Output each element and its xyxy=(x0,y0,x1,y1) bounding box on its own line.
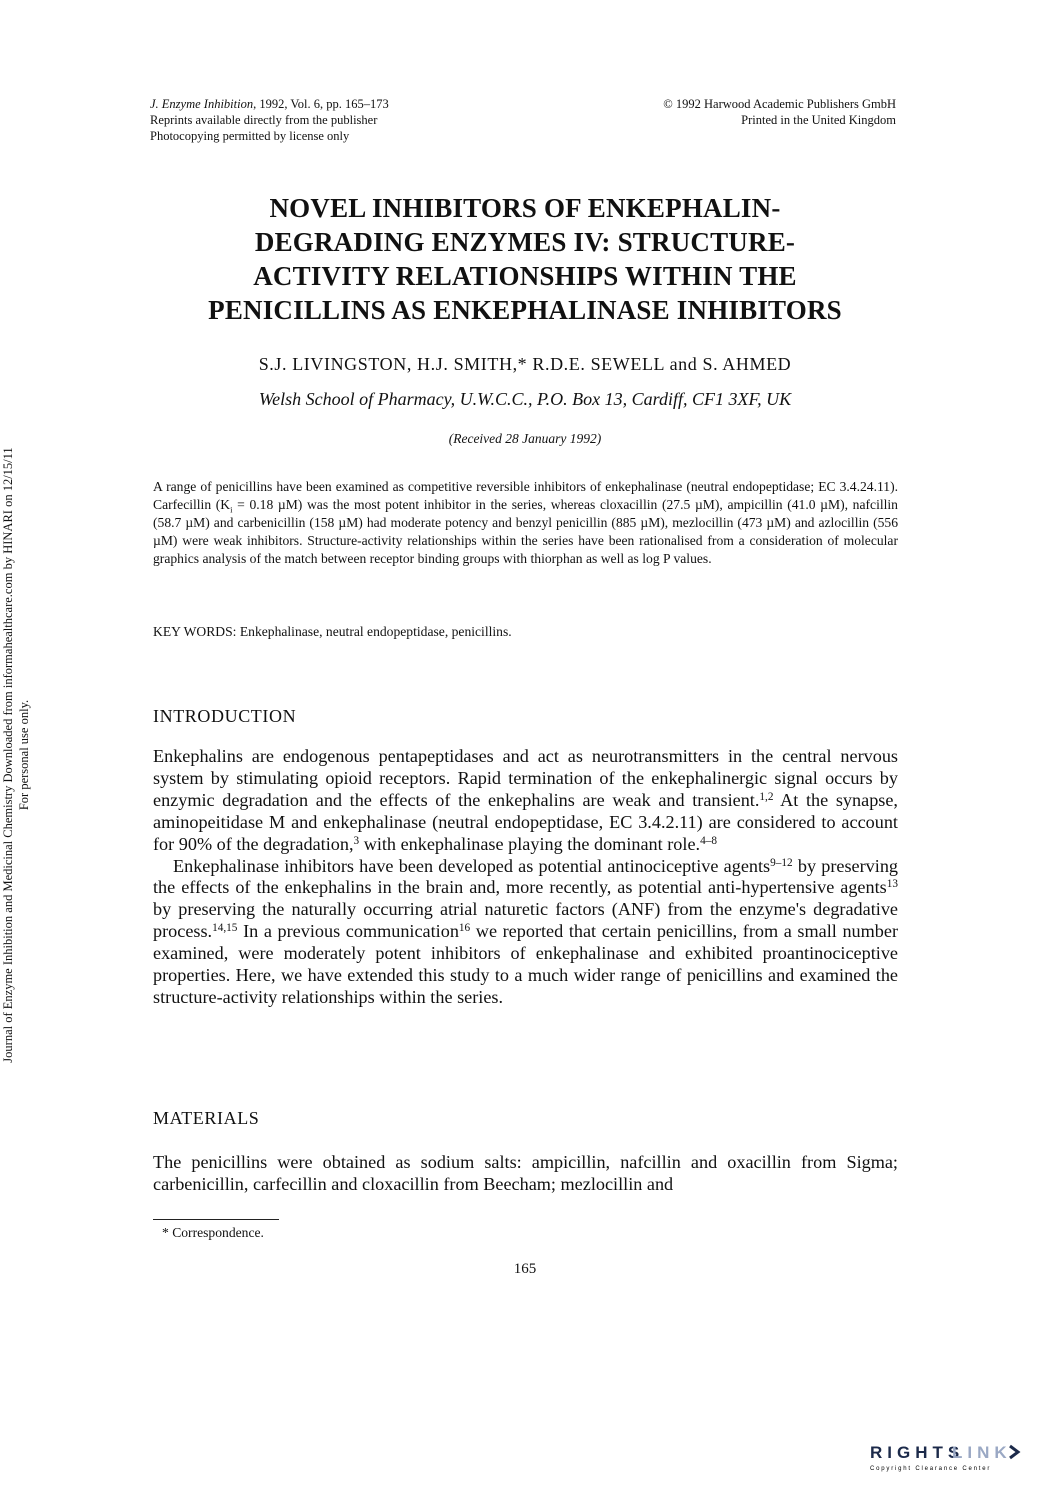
intro-p2-text-c: by preserving the naturally occurring atrial naturetic factors (ANF) from the enzyme's degradative process. xyxy=(153,899,898,942)
citation-superscript: 9–12 xyxy=(770,856,793,869)
logo-subtitle: Copyright Clearance Center xyxy=(870,1466,992,1472)
citation-superscript: 13 xyxy=(886,878,898,891)
download-watermark xyxy=(0,345,40,1165)
journal-volume-pages: , 1992, Vol. 6, pp. 165–173 xyxy=(253,97,389,111)
abstract xyxy=(153,478,898,568)
abstract-text-1: A range of penicillins have been examined as competitive reversible inhibitors of enkephalinase (neutral endopeptidase; EC 3.4.24.11). Carfecillin (K xyxy=(153,479,898,512)
logo-text-link: LINK xyxy=(952,1443,1012,1462)
printed-in-line: Printed in the United Kingdom xyxy=(741,113,896,127)
received-date: (Received 28 January 1992) xyxy=(448,431,602,446)
introduction-paragraph-1 xyxy=(153,746,898,856)
introduction-paragraph-2 xyxy=(153,856,898,1009)
citation-superscript: 16 xyxy=(458,922,471,935)
journal-name: J. Enzyme Inhibition xyxy=(150,97,254,111)
intro-p2-text-b: by preserving the effects of the enkephalins in the brain and, more recently, as potential anti-hypertensive agents xyxy=(153,855,899,898)
journal-header-left xyxy=(150,96,570,144)
introduction-heading: INTRODUCTION xyxy=(153,706,297,726)
rightslink-logo[interactable] xyxy=(868,1438,1028,1478)
watermark-line-1: Journal of Enzyme Inhibition and Medicinal Chemistry Downloaded from informahealthcare.com by HINARI on 12/15/11 xyxy=(1,447,15,1063)
intro-p2-text-a: Enkephalinase inhibitors have been developed as potential antinociceptive agents xyxy=(173,855,771,876)
reprints-note: Reprints available directly from the publisher xyxy=(150,113,378,127)
abstract-ki-subscript: i xyxy=(230,504,233,515)
citation-superscript: 4–8 xyxy=(700,834,717,847)
author-affiliation: Welsh School of Pharmacy, U.W.C.C., P.O. Box 13, Cardiff, CF1 3XF, UK xyxy=(258,389,792,409)
citation-superscript: 3 xyxy=(353,834,360,847)
intro-p1-text-b: At the synapse, aminopeitidase M and enkephalinase (neutral endopeptidase, EC 3.4.2.11) are considered to account for 90% of the degradation, xyxy=(153,789,898,854)
rightslink-logo-graphic xyxy=(868,1438,1028,1478)
materials-heading: MATERIALS xyxy=(153,1108,260,1128)
citation-superscript: 1,2 xyxy=(759,790,774,803)
title-line-1: NOVEL INHIBITORS OF ENKEPHALIN- xyxy=(269,193,781,223)
intro-p1-text-c: with enkephalinase playing the dominant role. xyxy=(359,833,701,854)
title-line-4: PENICILLINS AS ENKEPHALINASE INHIBITORS xyxy=(208,295,842,325)
correspondence-footnote: * Correspondence. xyxy=(162,1225,264,1240)
logo-text-rights: RIGHTS xyxy=(870,1443,965,1462)
intro-p1-text-a: Enkephalins are endogenous pentapeptidases and act as neurotransmitters in the central nervous system by stimulating opioid receptors. Rapid termination of the enkephalinergic signal occurs by enzymic degradation and the effects of the enkephalins are weak and transient. xyxy=(153,746,898,810)
author-list: S.J. LIVINGSTON, H.J. SMITH,* R.D.E. SEWELL and S. AHMED xyxy=(258,354,792,374)
article-title xyxy=(140,191,910,327)
intro-p2-text-d: In a previous communication xyxy=(237,921,459,942)
footnote-rule xyxy=(153,1219,279,1220)
abstract-text-2: = 0.18 µM) was the most potent inhibitor in the series, whereas cloxacillin (27.5 µM), ampicillin (41.0 µM), nafcillin (58.7 µM) and carbenicillin (158 µM) had moderate potency and benzyl penicillin (885 µM), mezlocillin (473 µM) and azlocillin (556 µM) were weak inhibitors. Structure-activity relationships within the series have been rationalised from a consideration of molecular graphics analysis of the match between receptor binding groups with thiorphan as well as log P values. xyxy=(153,497,898,566)
citation-superscript: 14,15 xyxy=(212,922,238,935)
keywords: KEY WORDS: Enkephalinase, neutral endopeptidase, penicillins. xyxy=(153,624,512,639)
photocopy-note: Photocopying permitted by license only xyxy=(150,129,350,143)
materials-body xyxy=(153,1152,898,1196)
journal-citation xyxy=(150,96,570,112)
copyright-line: © 1992 Harwood Academic Publishers GmbH xyxy=(663,97,896,111)
introduction-body xyxy=(153,746,898,1009)
watermark-line-2: For personal use only. xyxy=(17,699,31,811)
title-line-3: ACTIVITY RELATIONSHIPS WITHIN THE xyxy=(253,261,797,291)
journal-header-right xyxy=(560,96,896,128)
materials-paragraph-1: The penicillins were obtained as sodium salts: ampicillin, nafcillin and oxacillin from Sigma; carbenicillin, carfecillin and cloxacillin from Beecham; mezlocillin and xyxy=(153,1152,898,1194)
intro-p2-text-e: we reported that certain penicillins, from a small number examined, were moderately potent inhibitors of enkephalinase and exhibited proantinociceptive properties. Here, we have extended this study to a much wider range of penicillins and examined the structure-activity relationships within the series. xyxy=(153,921,898,1007)
title-line-2: DEGRADING ENZYMES IV: STRUCTURE- xyxy=(254,227,796,257)
page-number: 165 xyxy=(513,1261,537,1277)
